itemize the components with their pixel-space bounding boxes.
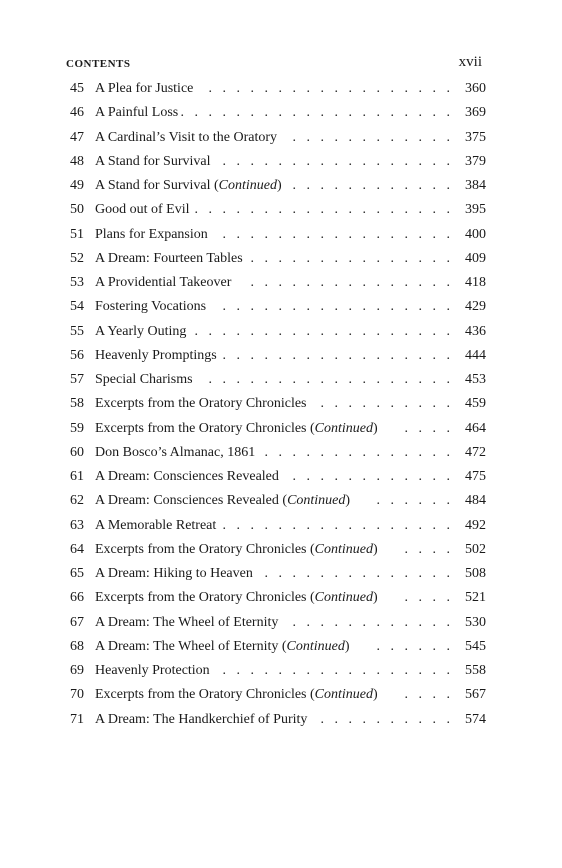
dot-leader: . . . . . . . . . . . . [292, 129, 450, 145]
chapter-number: 63 [70, 517, 84, 533]
dot-leader: . . . . . . . . . . . . [292, 469, 450, 484]
chapter-page-number: 464 [465, 420, 486, 436]
chapter-title-text: Good out of Evil [95, 202, 190, 218]
toc-entry [60, 417, 490, 441]
toc-entry [60, 514, 490, 538]
continued-note: Continued [314, 420, 374, 436]
chapter-title [95, 198, 190, 222]
chapter-number: 66 [70, 590, 84, 606]
chapter-page-number: 492 [465, 517, 486, 533]
dot-leader: . . . . [404, 687, 450, 703]
chapter-page-number: 459 [465, 396, 486, 412]
chapter-page-number: 567 [465, 687, 486, 703]
toc-entry [60, 489, 490, 513]
chapter-page-number: 360 [465, 81, 486, 96]
dot-leader: . . . . . . . . . . . . [292, 614, 450, 630]
chapter-page-number: 558 [465, 663, 486, 678]
chapter-number: 59 [70, 420, 84, 436]
toc-entry [60, 77, 490, 101]
dot-leader: . . . . [404, 541, 450, 557]
dot-leader: . . . . . . . . . . . . . . . . . . . . [180, 105, 450, 121]
continued-note: Continued [218, 178, 278, 193]
chapter-number: 68 [70, 638, 84, 654]
chapter-title-text: Heavenly Promptings [95, 347, 217, 363]
toc-entry [60, 295, 490, 319]
chapter-page-number: 574 [465, 711, 486, 727]
chapter-page-number: 384 [465, 178, 486, 193]
section-title: CONTENTS [66, 58, 131, 70]
continued-note: Continued [314, 687, 374, 703]
chapter-title-text: A Dream: The Wheel of Eternity [95, 638, 279, 654]
toc-entry [60, 441, 490, 465]
dot-leader: . . . . . . . . . . . . . . . . . . [208, 372, 450, 387]
continued-note: Continued [287, 493, 346, 509]
chapter-title-text: Fostering Vocations [95, 299, 207, 315]
chapter-title [95, 247, 243, 271]
chapter-title-text: A Providential Takeover [95, 275, 232, 290]
toc-entry [60, 635, 490, 659]
chapter-number: 69 [70, 663, 84, 678]
chapter-page-number: 409 [465, 250, 486, 266]
dot-leader: . . . . [404, 420, 450, 436]
chapter-title [95, 392, 307, 416]
chapter-title-text: A Dream: Hiking to Heaven [95, 566, 253, 581]
chapter-title: Excerpts from the Oratory Chronicles (Continued) [95, 687, 378, 703]
toc-entry [60, 126, 490, 150]
chapter-page-number: 444 [465, 347, 486, 363]
chapter-title-text: Excerpts from the Oratory Chronicles [95, 420, 307, 436]
chapter-number: 45 [70, 81, 84, 96]
chapter-title-text: A Cardinal’s Visit to the Oratory [95, 129, 278, 145]
chapter-title [95, 465, 279, 489]
dot-leader: . . . . . . . . . . . . . . . . . [222, 663, 450, 678]
chapter-title [95, 77, 193, 101]
chapter-page-number: 436 [465, 323, 486, 339]
chapter-title-text: Special Charisms [95, 372, 193, 387]
dot-leader: . . . . . . . . . . . . [292, 178, 450, 193]
chapter-title-text: A Dream: Consciences Revealed [95, 469, 279, 484]
dot-leader: . . . . . . [376, 493, 450, 509]
toc-entry [60, 344, 490, 368]
chapter-page-number: 400 [465, 226, 486, 242]
chapter-title-text: Excerpts from the Oratory Chronicles [95, 590, 307, 606]
chapter-number: 65 [70, 566, 84, 581]
chapter-title [95, 126, 277, 150]
chapter-number: 60 [70, 444, 84, 460]
toc-entry [60, 659, 490, 683]
chapter-title-text: Excerpts from the Oratory Chronicles [95, 687, 307, 703]
toc-list [60, 77, 490, 732]
chapter-title-text: A Stand for Survival [95, 153, 211, 169]
chapter-title-text: Don Bosco’s Almanac, 1861 [95, 444, 256, 460]
chapter-title [95, 344, 217, 368]
chapter-page-number: 545 [465, 638, 486, 654]
chapter-title [95, 150, 211, 174]
chapter-page-number: 369 [465, 105, 486, 121]
chapter-title-text: Excerpts from the Oratory Chronicles [95, 541, 307, 557]
dot-leader: . . . . . . . . . . . . . . . . . . [208, 81, 450, 96]
toc-entry [60, 586, 490, 610]
chapter-title-text: A Dream: Consciences Revealed [95, 493, 279, 509]
chapter-title-text: A Dream: Fourteen Tables [95, 250, 243, 266]
chapter-number: 50 [70, 202, 84, 218]
dot-leader: . . . . . . . . . . . . . . [264, 566, 450, 581]
toc-entry [60, 247, 490, 271]
dot-leader: . . . . . . . . . . . . . . . . . [222, 347, 450, 363]
chapter-title: A Dream: Consciences Revealed (Continued) [95, 493, 351, 509]
toc-entry [60, 101, 490, 125]
chapter-title: A Stand for Survival (Continued) [95, 178, 282, 193]
continued-note: Continued [286, 638, 345, 654]
chapter-title [95, 514, 216, 538]
chapter-number: 51 [70, 226, 84, 242]
chapter-number: 71 [70, 711, 84, 727]
dot-leader: . . . . . . . . . . . . . . . . . [222, 153, 450, 169]
chapter-title [95, 708, 307, 732]
chapter-title: Excerpts from the Oratory Chronicles (Continued) [95, 541, 378, 557]
chapter-number: 46 [70, 105, 84, 121]
chapter-title-text: A Dream: The Handkerchief of Purity [95, 711, 308, 727]
chapter-number: 52 [70, 250, 84, 266]
chapter-page-number: 475 [465, 469, 486, 484]
dot-leader: . . . . . . . . . . . . . . [264, 444, 450, 460]
chapter-title [95, 271, 231, 295]
running-head [66, 54, 486, 74]
chapter-title [95, 562, 253, 586]
chapter-title-text: A Plea for Justice [95, 81, 194, 96]
chapter-number: 56 [70, 347, 84, 363]
chapter-number: 54 [70, 299, 84, 315]
toc-entry [60, 198, 490, 222]
toc-entry [60, 271, 490, 295]
toc-entry [60, 150, 490, 174]
chapter-page-number: 379 [465, 153, 486, 169]
chapter-title [95, 368, 193, 392]
chapter-page-number: 375 [465, 129, 486, 145]
toc-entry [60, 392, 490, 416]
dot-leader: . . . . . . . . . . . . . . . . . . . [194, 323, 450, 339]
dot-leader: . . . . . . . . . . . . . . . [250, 275, 450, 290]
chapter-title-text: A Yearly Outing [95, 323, 187, 339]
continued-note: Continued [314, 541, 374, 557]
chapter-title: Excerpts from the Oratory Chronicles (Continued) [95, 420, 378, 436]
page-number: xvii [458, 54, 482, 70]
toc-entry [60, 174, 490, 198]
chapter-page-number: 472 [465, 444, 486, 460]
chapter-page-number: 453 [465, 372, 486, 387]
chapter-title-text: A Stand for Survival [95, 178, 211, 193]
chapter-number: 64 [70, 541, 84, 557]
dot-leader: . . . . . . . . . . . . . . . [250, 250, 450, 266]
chapter-number: 57 [70, 372, 84, 387]
chapter-number: 62 [70, 493, 84, 509]
dot-leader: . . . . . . . . . . . . . . . . . . . [194, 202, 450, 218]
dot-leader: . . . . . . . . . . . . . . . . . [222, 517, 450, 533]
chapter-title [95, 611, 278, 635]
chapter-title [95, 659, 210, 683]
toc-entry [60, 320, 490, 344]
toc-entry [60, 465, 490, 489]
toc-entry [60, 223, 490, 247]
toc-entry [60, 708, 490, 732]
chapter-number: 55 [70, 323, 84, 339]
toc-entry [60, 368, 490, 392]
toc-entry [60, 683, 490, 707]
chapter-title-text: Excerpts from the Oratory Chronicles [95, 396, 307, 412]
toc-entry [60, 562, 490, 586]
chapter-page-number: 521 [465, 590, 486, 606]
chapter-page-number: 395 [465, 202, 486, 218]
chapter-title: Excerpts from the Oratory Chronicles (Continued) [95, 590, 378, 606]
chapter-title-text: Heavenly Protection [95, 663, 210, 678]
dot-leader: . . . . . . . . . . . . . . . . . [222, 299, 450, 315]
continued-note: Continued [314, 590, 374, 606]
chapter-number: 58 [70, 396, 84, 412]
chapter-page-number: 508 [465, 566, 486, 581]
chapter-title: A Dream: The Wheel of Eternity (Continued) [95, 638, 350, 654]
dot-leader: . . . . [404, 590, 450, 606]
toc-entry [60, 538, 490, 562]
dot-leader: . . . . . . [376, 638, 450, 654]
chapter-title [95, 441, 255, 465]
chapter-number: 70 [70, 687, 84, 703]
chapter-page-number: 484 [465, 493, 486, 509]
chapter-number: 47 [70, 129, 84, 145]
chapter-title [95, 223, 208, 247]
chapter-page-number: 530 [465, 614, 486, 630]
chapter-title [95, 320, 186, 344]
chapter-title-text: A Painful Loss [95, 105, 179, 121]
toc-entry [60, 611, 490, 635]
chapter-number: 53 [70, 275, 84, 290]
chapter-number: 49 [70, 178, 84, 193]
dot-leader: . . . . . . . . . . [320, 396, 450, 412]
chapter-number: 48 [70, 153, 84, 169]
chapter-title-text: A Dream: The Wheel of Eternity [95, 614, 279, 630]
chapter-number: 61 [70, 469, 84, 484]
dot-leader: . . . . . . . . . . [320, 711, 450, 727]
chapter-page-number: 429 [465, 299, 486, 315]
dot-leader: . . . . . . . . . . . . . . . . . [222, 226, 450, 242]
chapter-title [95, 295, 206, 319]
chapter-page-number: 418 [465, 275, 486, 290]
chapter-title-text: Plans for Expansion [95, 226, 208, 242]
chapter-title-text: A Memorable Retreat [95, 517, 217, 533]
chapter-title [95, 101, 178, 125]
chapter-number: 67 [70, 614, 84, 630]
chapter-page-number: 502 [465, 541, 486, 557]
